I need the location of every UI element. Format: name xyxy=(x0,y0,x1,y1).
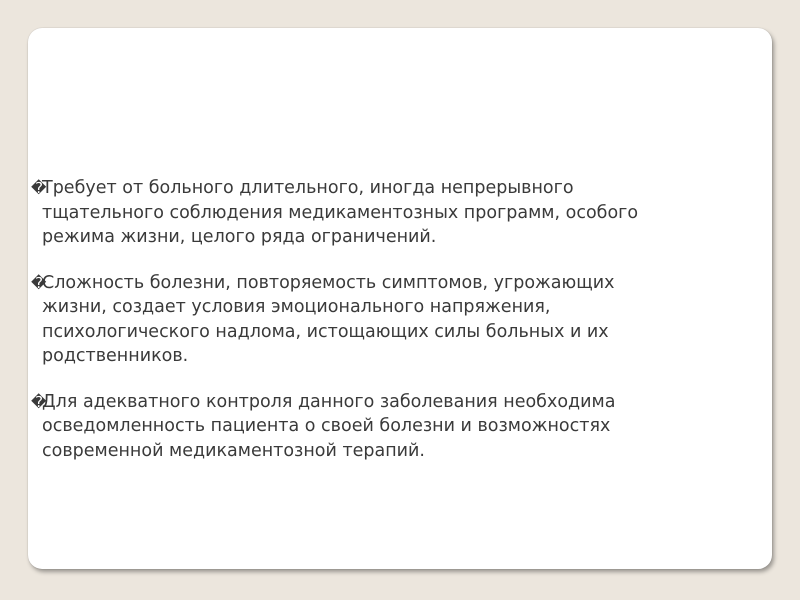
bullet-item-2 xyxy=(32,271,732,369)
slide-card xyxy=(28,28,772,569)
bullet-item-3 xyxy=(32,390,732,464)
bullet-marker-icon: � xyxy=(31,179,47,197)
bullet-text-1: Требует от больного длительного, иногда непрерывного тщательного соблюдения медикаментозных программ, особого режима жизни, целого ряда ограничений. xyxy=(42,178,639,247)
bullet-text-3: Для адекватного контроля данного заболевания необходима осведомленность пациента о своей болезни и возможностях современной медикаментозной терапий. xyxy=(42,391,616,461)
bullet-marker-icon: � xyxy=(31,273,47,292)
slide-body xyxy=(32,176,732,484)
bullet-item-1 xyxy=(32,176,732,250)
bullet-marker-icon: � xyxy=(31,392,47,411)
bullet-text-2: Сложность болезни, повторяемость симптомов, угрожающих жизни, создает условия эмоционального напряжения, психологического надлома, истощающих силы больных и их родственников. xyxy=(42,272,615,366)
